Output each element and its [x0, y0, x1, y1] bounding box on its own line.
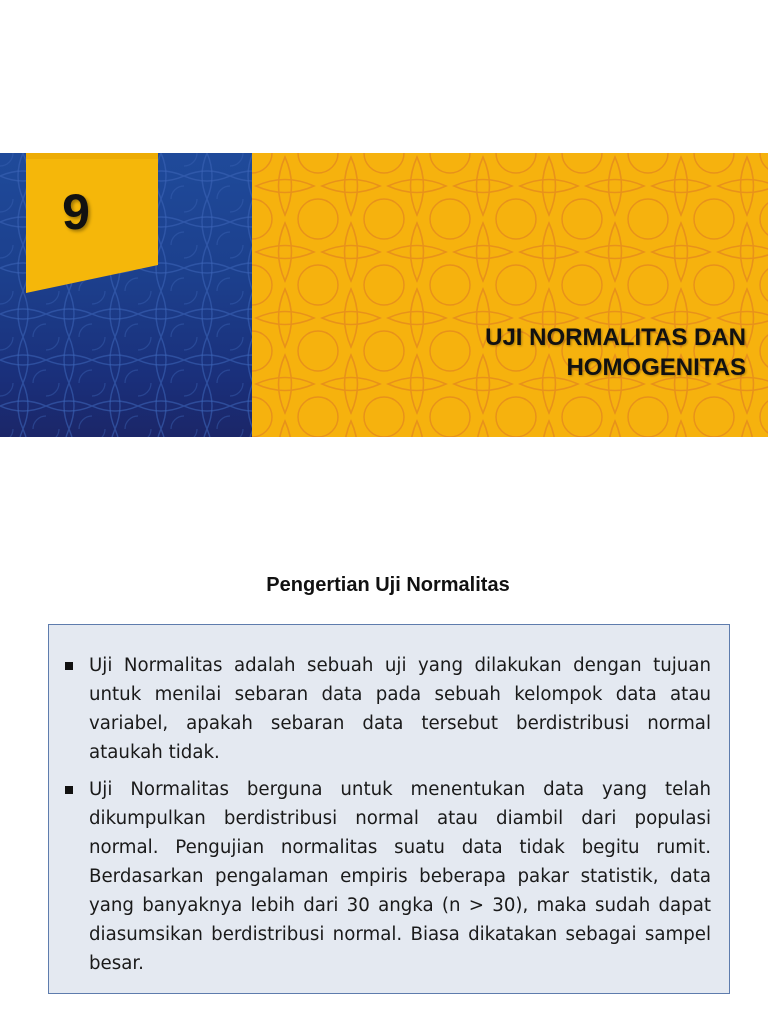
banner-yellow-pattern [252, 153, 768, 437]
bullet-text: Uji Normalitas adalah sebuah uji yang dilakukan dengan tujuan untuk menilai sebaran data pada sebuah kelompok data atau variabel, apakah sebaran data tersebut berdistribusi normal ataukah tidak. [89, 655, 711, 763]
bullet-text: Uji Normalitas berguna untuk menentukan data yang telah dikumpulkan berdistribusi normal atau diambil dari populasi normal. Pengujian normalitas suatu data tidak begitu rumit. Berdasarkan pengalaman empiris beberapa pakar statistik, data yang banyaknya lebih dari 30 angka (n > 30), maka sudah dapat diasumsikan berdistribusi normal. Biasa dikatakan sebagai sampel besar. [89, 779, 711, 974]
chapter-number: 9 [62, 184, 90, 240]
banner-yellow-panel [252, 153, 768, 437]
chapter-title-line2: HOMOGENITAS [566, 354, 746, 381]
chapter-banner [0, 153, 768, 437]
square-bullet-icon [65, 786, 73, 794]
chapter-title-line1: UJI NORMALITAS DAN [485, 324, 746, 351]
chapter-title [366, 323, 746, 383]
banner-blue-panel [0, 153, 252, 437]
bullet-item [63, 651, 711, 767]
definition-box [48, 624, 730, 994]
bullet-item [63, 775, 711, 978]
square-bullet-icon [65, 662, 73, 670]
section-heading: Pengertian Uji Normalitas [266, 574, 510, 596]
